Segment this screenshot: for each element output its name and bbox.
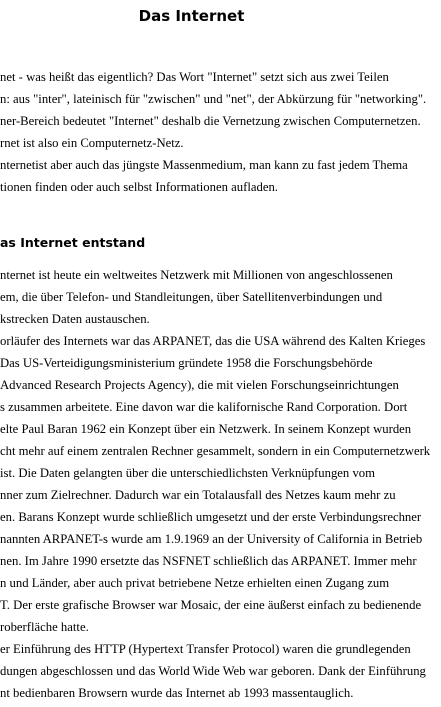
text-line: nternetist aber auch das jüngste Massenmedium, man kann zu fast jedem Thema bbox=[0, 158, 408, 172]
text-line: elte Paul Baran 1962 ein Konzept über ein Netzwerk. In seinem Konzept wurden bbox=[0, 422, 412, 436]
text-line: nternet ist heute ein weltweites Netzwerk mit Millionen von angeschlossenen bbox=[0, 268, 393, 282]
text-line: tionen finden oder auch selbst Informationen aufladen. bbox=[0, 180, 278, 194]
text-line: en. Barans Konzept wurde schließlich umgesetzt und der erste Verbindungsrechner bbox=[0, 510, 422, 524]
text-line: cht mehr auf einem zentralen Rechner gesammelt, sondern in ein Computernetzwerk bbox=[0, 444, 431, 458]
text-line: nt bedienbaren Browsern wurde das Internet ab 1993 massentauglich. bbox=[0, 686, 354, 700]
text-line: n und Länder, aber auch privat betriebene Netze erhielten einen Zugang zum bbox=[0, 576, 390, 590]
text-line: n: aus "inter", lateinisch für "zwischen" und "net", der Abkürzung für "networking". bbox=[0, 92, 427, 106]
text-line: orläufer des Internets war das ARPANET, das die USA während des Kalten Krieges bbox=[0, 334, 426, 348]
text-line: roberfläche hatte. bbox=[0, 620, 89, 634]
text-line: ist. Die Daten gelangten über die unterschiedlichsten Verknüpfungen vom bbox=[0, 466, 375, 480]
text-line: dungen abgeschlossen und das World Wide Web war geboren. Dank der Einführung bbox=[0, 664, 426, 678]
intro-paragraph bbox=[0, 66, 441, 198]
history-paragraph bbox=[0, 264, 441, 704]
text-line: kstrecken Daten austauschen. bbox=[0, 312, 150, 326]
text-line: rnet ist also ein Computernetz-Netz. bbox=[0, 136, 184, 150]
text-line: T. Der erste grafische Browser war Mosaic, der eine äußerst einfach zu bedienende bbox=[0, 598, 422, 612]
page-title: Das Internet bbox=[138, 7, 245, 25]
text-line: s zusammen arbeitete. Eine davon war die kalifornische Rand Corporation. Dort bbox=[0, 400, 408, 414]
text-line: em, die über Telefon- und Standleitungen, über Satellitenverbindungen und bbox=[0, 290, 383, 304]
text-line: nner zum Zielrechner. Dadurch war ein Totalausfall des Netzes kaum mehr zu bbox=[0, 488, 396, 502]
text-line: ner-Bereich bedeutet "Internet" deshalb die Vernetzung zwischen Computernetzen. bbox=[0, 114, 421, 128]
text-line: Das US-Verteidigungsministerium gründete 1958 die Forschungsbehörde bbox=[0, 356, 373, 370]
section-heading: as Internet entstand bbox=[0, 235, 146, 250]
text-line: nannten ARPANET-s wurde am 1.9.1969 an der University of California in Betrieb bbox=[0, 532, 423, 546]
text-line: Advanced Research Projects Agency), die mit vielen Forschungseinrichtungen bbox=[0, 378, 399, 392]
text-line: nen. Im Jahre 1990 ersetzte das NSFNET schließlich das ARPANET. Immer mehr bbox=[0, 554, 417, 568]
text-line: net - was heißt das eigentlich? Das Wort "Internet" setzt sich aus zwei Teilen bbox=[0, 70, 389, 84]
text-line: er Einführung des HTTP (Hypertext Transfer Protocol) waren die grundlegenden bbox=[0, 642, 411, 656]
